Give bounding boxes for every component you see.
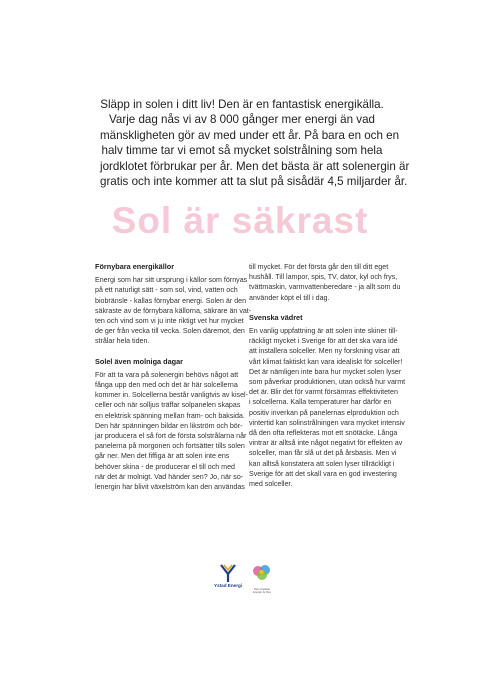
body-line: det är. Blir det för varmt försämras effektiviteten (249, 388, 398, 397)
body-line: lenergin har blivit växelström kan den användas (95, 483, 245, 492)
flower-logo-caption (248, 588, 276, 594)
ystad-energi-logo-icon (218, 563, 238, 583)
flower-logo-icon (251, 563, 273, 583)
body-line: positiv inverkan på panelernas elproduktion och (249, 408, 399, 417)
intro-line: Varje dag nås vi av 8 000 gånger mer energi än vad (109, 113, 375, 127)
left-column (95, 262, 251, 502)
body-line: använder köpt el till i dag. (249, 293, 330, 302)
section-heading-fornybara: Förnybara energikällor (95, 262, 175, 271)
page-headline: Sol är säkrast (111, 200, 369, 241)
ystad-energi-label: Ystad Energi (214, 583, 243, 588)
body-line: biobränsle - kallas förnybar energi. Solen är den (95, 296, 247, 305)
body-line: som påverkar produktionen, utan också hur varmt (249, 378, 406, 387)
section-body-vadret (249, 326, 405, 489)
body-line: ten och vind som vi ju inte riktigt vet hur mycket (95, 317, 244, 326)
body-line: Det är nämligen inte bara hur mycket solen lyser (249, 367, 402, 376)
flower-caption-line: Energin Är Den (253, 591, 271, 594)
intro-line: mänskligheten gör av med under ett år. På bara en och en (100, 128, 400, 142)
body-line: behöver skina - de producerar el till och med (95, 462, 235, 471)
intro-line: jordklotet förbrukar per år. Men det bästa är att solenergin är (100, 159, 410, 173)
section-heading-vadret: Svenska vädret (249, 312, 303, 322)
section-body-continued (249, 262, 405, 303)
body-line: vårt klimat faktiskt kan vara idealiskt för solceller! (249, 357, 403, 366)
ystad-energi-logo (214, 563, 242, 588)
body-line: till mycket. För det första går den till ditt eget (249, 263, 389, 271)
body-line: när det är molnigt. Vad händer sen? Jo, när so- (95, 472, 244, 481)
body-line: går ner. Men det fiffiga är att solen inte ens (95, 452, 230, 461)
body-line: Sverige för att det skall vara en god investering (249, 469, 397, 478)
flower-caption-line: Den Coolaste (254, 588, 270, 591)
body-line: vintrar är alltså inte något negativt för effekten av (249, 439, 403, 448)
body-line: i solcellerna. Kalla temperaturer har därför en (249, 398, 392, 407)
right-column (249, 262, 405, 499)
intro-line: Släpp in solen i ditt liv! Den är en fantastisk energikälla. (100, 98, 384, 111)
body-line: på ett naturligt sätt - som sol, vind, vatten och (95, 286, 238, 295)
intro-line: halv timme tar vi emot så mycket solstrålning som hela (101, 144, 383, 158)
section-body-molniga (95, 370, 251, 492)
body-line: kommer in. Solcellerna består vanligtvis av kisel- (95, 391, 248, 400)
body-line: Energi som har sitt ursprung i källor som förnyas (95, 276, 248, 285)
body-line: hushåll. Till lampor, spis, TV, dator, kyl och frys, (249, 273, 398, 282)
body-line: För att ta vara på solenergin behövs något att (95, 370, 239, 379)
body-line: säkraste av de förnybara källorna, säkrare än vat- (95, 306, 252, 315)
body-line: jar producera el så fort de första solstrålarna når (95, 432, 247, 441)
body-line: räckligt mycket i Sverige för att det ska vara idé (249, 337, 398, 346)
flower-logo (248, 563, 276, 594)
body-line: Den här spänningen bildar en likström och bör- (95, 421, 243, 430)
body-line: en elektrisk spänning mellan fram- och baksida. (95, 411, 245, 420)
body-line: kan alltså konstatera att solen lyser tillräckligt i (249, 459, 395, 468)
footer-logos (214, 563, 274, 593)
body-line: då den ofta reflekteras mot ett snötäcke. Långa (249, 429, 398, 438)
body-line: tvättmaskin, varmvattenberedare - ja allt som du (249, 283, 401, 292)
body-line: panelerna på morgonen och fortsätter tills solen (95, 442, 245, 451)
body-line: solceller, man får slå ut det på årsbasis. Men vi (249, 449, 397, 458)
body-line: med solceller. (249, 480, 293, 489)
section-heading-molniga: Solel även molniga dagar (95, 356, 183, 366)
body-line: vintertid kan solinstrålningen vara mycket intensiv (249, 418, 405, 427)
body-line: fånga upp den med och det är här solcellerna (95, 381, 238, 390)
body-line: att installera solceller. Men ny forskning visar att (249, 347, 400, 356)
section-body-fornybara (95, 275, 251, 346)
intro-line: gratis och inte kommer att ta slut på sisådär 4,5 miljarder år. (100, 175, 408, 189)
body-line: strålar hela tiden. (95, 337, 150, 346)
body-line: celler och när solljus träffar solpanelen skapas (95, 401, 241, 410)
intro-paragraph (100, 97, 410, 189)
body-line: de ger från vecka till vecka. Solen däremot, den (95, 327, 245, 336)
body-line: En vanlig uppfattning är att solen inte skiner till- (249, 327, 398, 336)
